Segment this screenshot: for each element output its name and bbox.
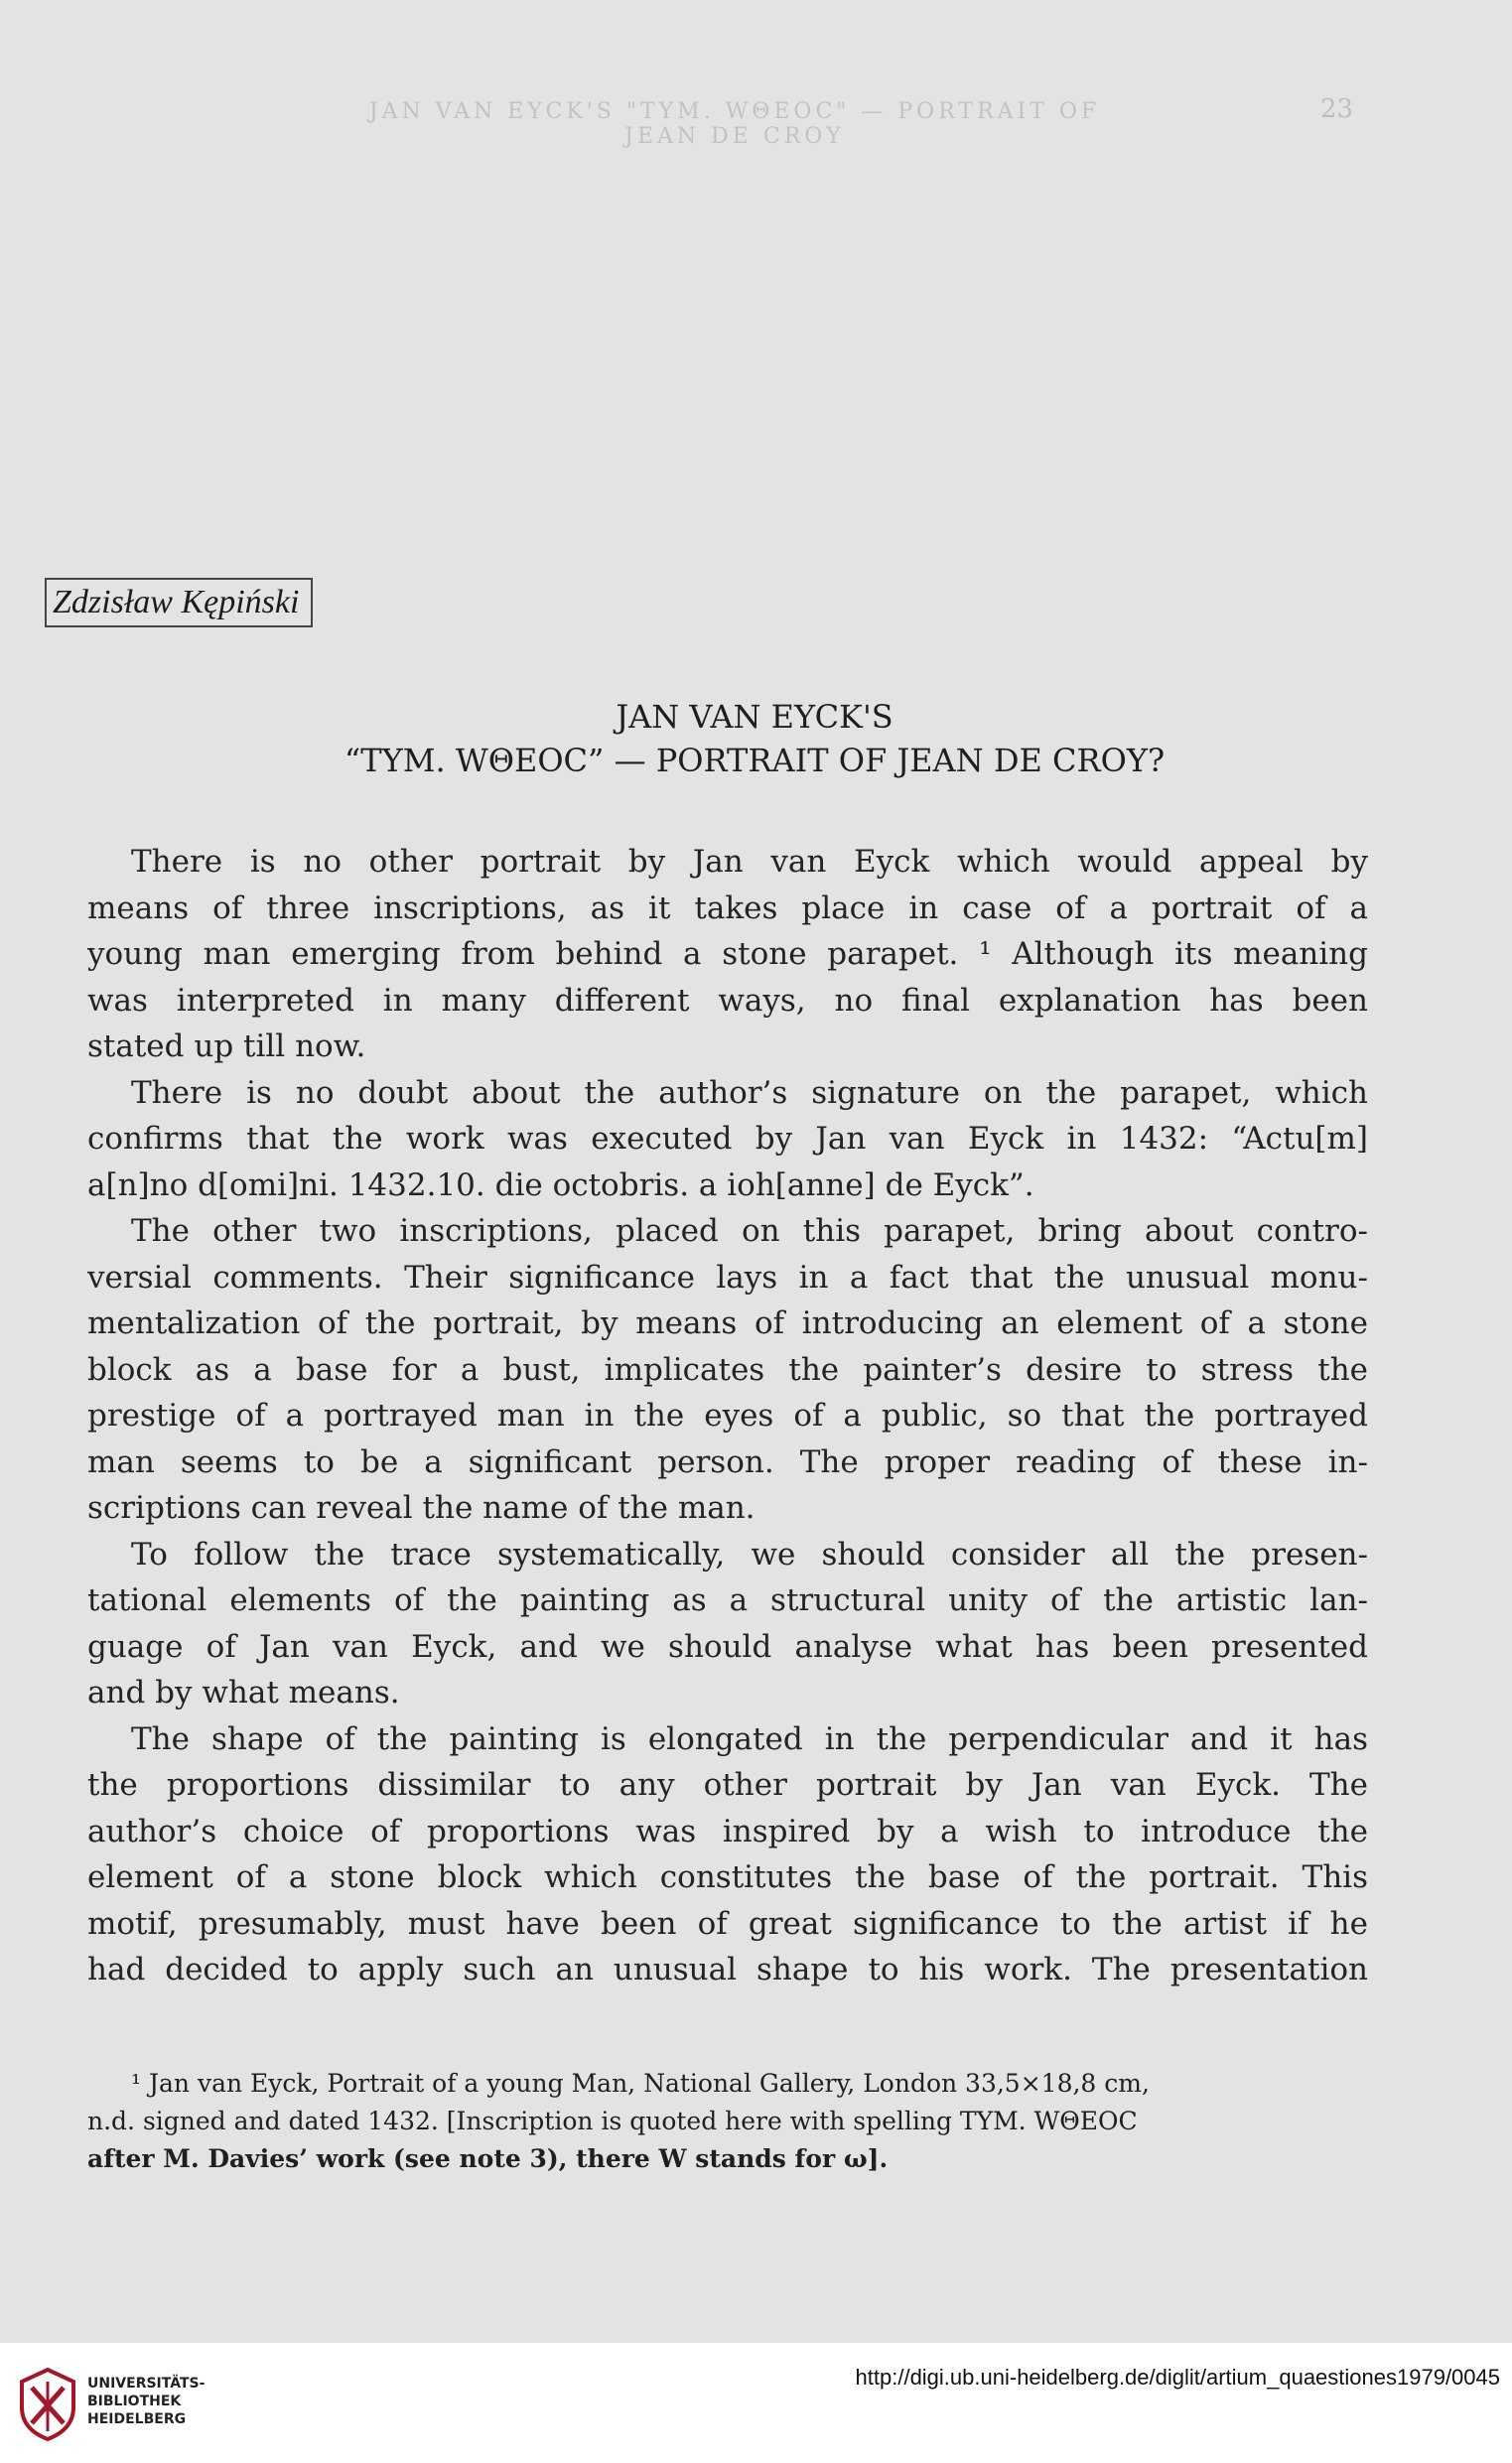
text-line: was interpreted in many different ways, no final explanation has been bbox=[87, 982, 1368, 1019]
text-line: and by what means. bbox=[87, 1675, 400, 1710]
paragraph-3 bbox=[87, 1208, 1368, 1532]
text-line: had decided to apply such an unusual shape to his work. The presentation bbox=[87, 1952, 1368, 1987]
text-line: means of three inscriptions, as it takes place in case of a portrait of a bbox=[87, 889, 1368, 926]
paragraph-1 bbox=[87, 839, 1368, 1070]
university-library-logo-icon bbox=[18, 2368, 77, 2441]
page-footer bbox=[0, 2343, 1512, 2463]
text-line: the proportions dissimilar to any other portrait by Jan van Eyck. The bbox=[87, 1767, 1368, 1803]
title-line-2: “TYM. WΘEOC” — PORTRAIT OF JEAN DE CROY? bbox=[344, 742, 1166, 779]
text-line: confirms that the work was executed by Jan van Eyck in 1432: “Actu[m] bbox=[87, 1121, 1368, 1157]
paragraph-2 bbox=[87, 1070, 1368, 1209]
text-line: stated up till now. bbox=[87, 1028, 366, 1064]
source-url-link[interactable]: http://digi.ub.uni-heidelberg.de/diglit/artium_quaestiones1979/0045 bbox=[855, 2365, 1500, 2390]
author-name: Zdzisław Kępiński bbox=[45, 578, 313, 627]
text-line: a[n]no d[omi]ni. 1432.10. die octobris. a ioh[anne] de Eyck”. bbox=[87, 1166, 1034, 1203]
article-body bbox=[87, 839, 1368, 1993]
text-line: The shape of the painting is elongated in the perpendicular and it has bbox=[131, 1720, 1368, 1757]
library-name bbox=[87, 2375, 205, 2428]
text-line: tational elements of the painting as a structural unity of the artistic lan- bbox=[87, 1582, 1368, 1618]
footnote-line: n.d. signed and dated 1432. [Inscription is quoted here with spelling TYM. WΘEOC bbox=[87, 2107, 1138, 2135]
page-number: 23 bbox=[1320, 94, 1354, 124]
text-line: motif, presumably, must have been of great significance to the artist if he bbox=[87, 1905, 1368, 1942]
paragraph-5 bbox=[87, 1716, 1368, 1993]
paragraph-4 bbox=[87, 1532, 1368, 1716]
text-line: There is no doubt about the author’s signature on the parapet, which bbox=[131, 1074, 1368, 1111]
text-line: versial comments. Their significance lays in a fact that the unusual monu- bbox=[87, 1259, 1368, 1296]
text-line: author’s choice of proportions was inspired by a wish to introduce the bbox=[87, 1813, 1368, 1849]
text-line: mentalization of the portrait, by means of introducing an element of a stone bbox=[87, 1305, 1368, 1341]
text-line: To follow the trace systematically, we should consider all the presen- bbox=[131, 1536, 1368, 1573]
library-name-line: HEIDELBERG bbox=[87, 2411, 187, 2427]
footnote-line: after M. Davies’ work (see note 3), there W stands for ω]. bbox=[87, 2144, 889, 2173]
running-head: JAN VAN EYCK'S "TYM. WΘEOC" — PORTRAIT OF JEAN DE CROY bbox=[368, 99, 1101, 149]
footnotes bbox=[87, 2065, 1368, 2178]
text-line: scriptions can reveal the name of the man. bbox=[87, 1490, 756, 1526]
text-line: prestige of a portrayed man in the eyes of a public, so that the portrayed bbox=[87, 1398, 1368, 1434]
title-line-1: JAN VAN EYCK'S bbox=[616, 698, 893, 736]
text-line: The other two inscriptions, placed on this parapet, bring about contro- bbox=[131, 1213, 1368, 1249]
text-line: block as a base for a bust, implicates the painter’s desire to stress the bbox=[87, 1351, 1368, 1388]
library-name-line: UNIVERSITÄTS- bbox=[87, 2376, 206, 2392]
text-line: man seems to be a significant person. The proper reading of these in- bbox=[87, 1443, 1368, 1480]
text-line: element of a stone block which constitutes the base of the portrait. This bbox=[87, 1859, 1368, 1895]
footnote-line: ¹ Jan van Eyck, Portrait of a young Man, National Gallery, London 33,5×18,8 cm, bbox=[131, 2069, 1150, 2098]
text-line: There is no other portrait by Jan van Eyck which would appeal by bbox=[131, 844, 1368, 880]
article-title bbox=[159, 695, 1350, 782]
library-name-line: BIBLIOTHEK bbox=[87, 2394, 182, 2409]
text-line: young man emerging from behind a stone parapet. ¹ Although its meaning bbox=[87, 936, 1368, 972]
text-line: guage of Jan van Eyck, and we should analyse what has been presented bbox=[87, 1628, 1368, 1665]
